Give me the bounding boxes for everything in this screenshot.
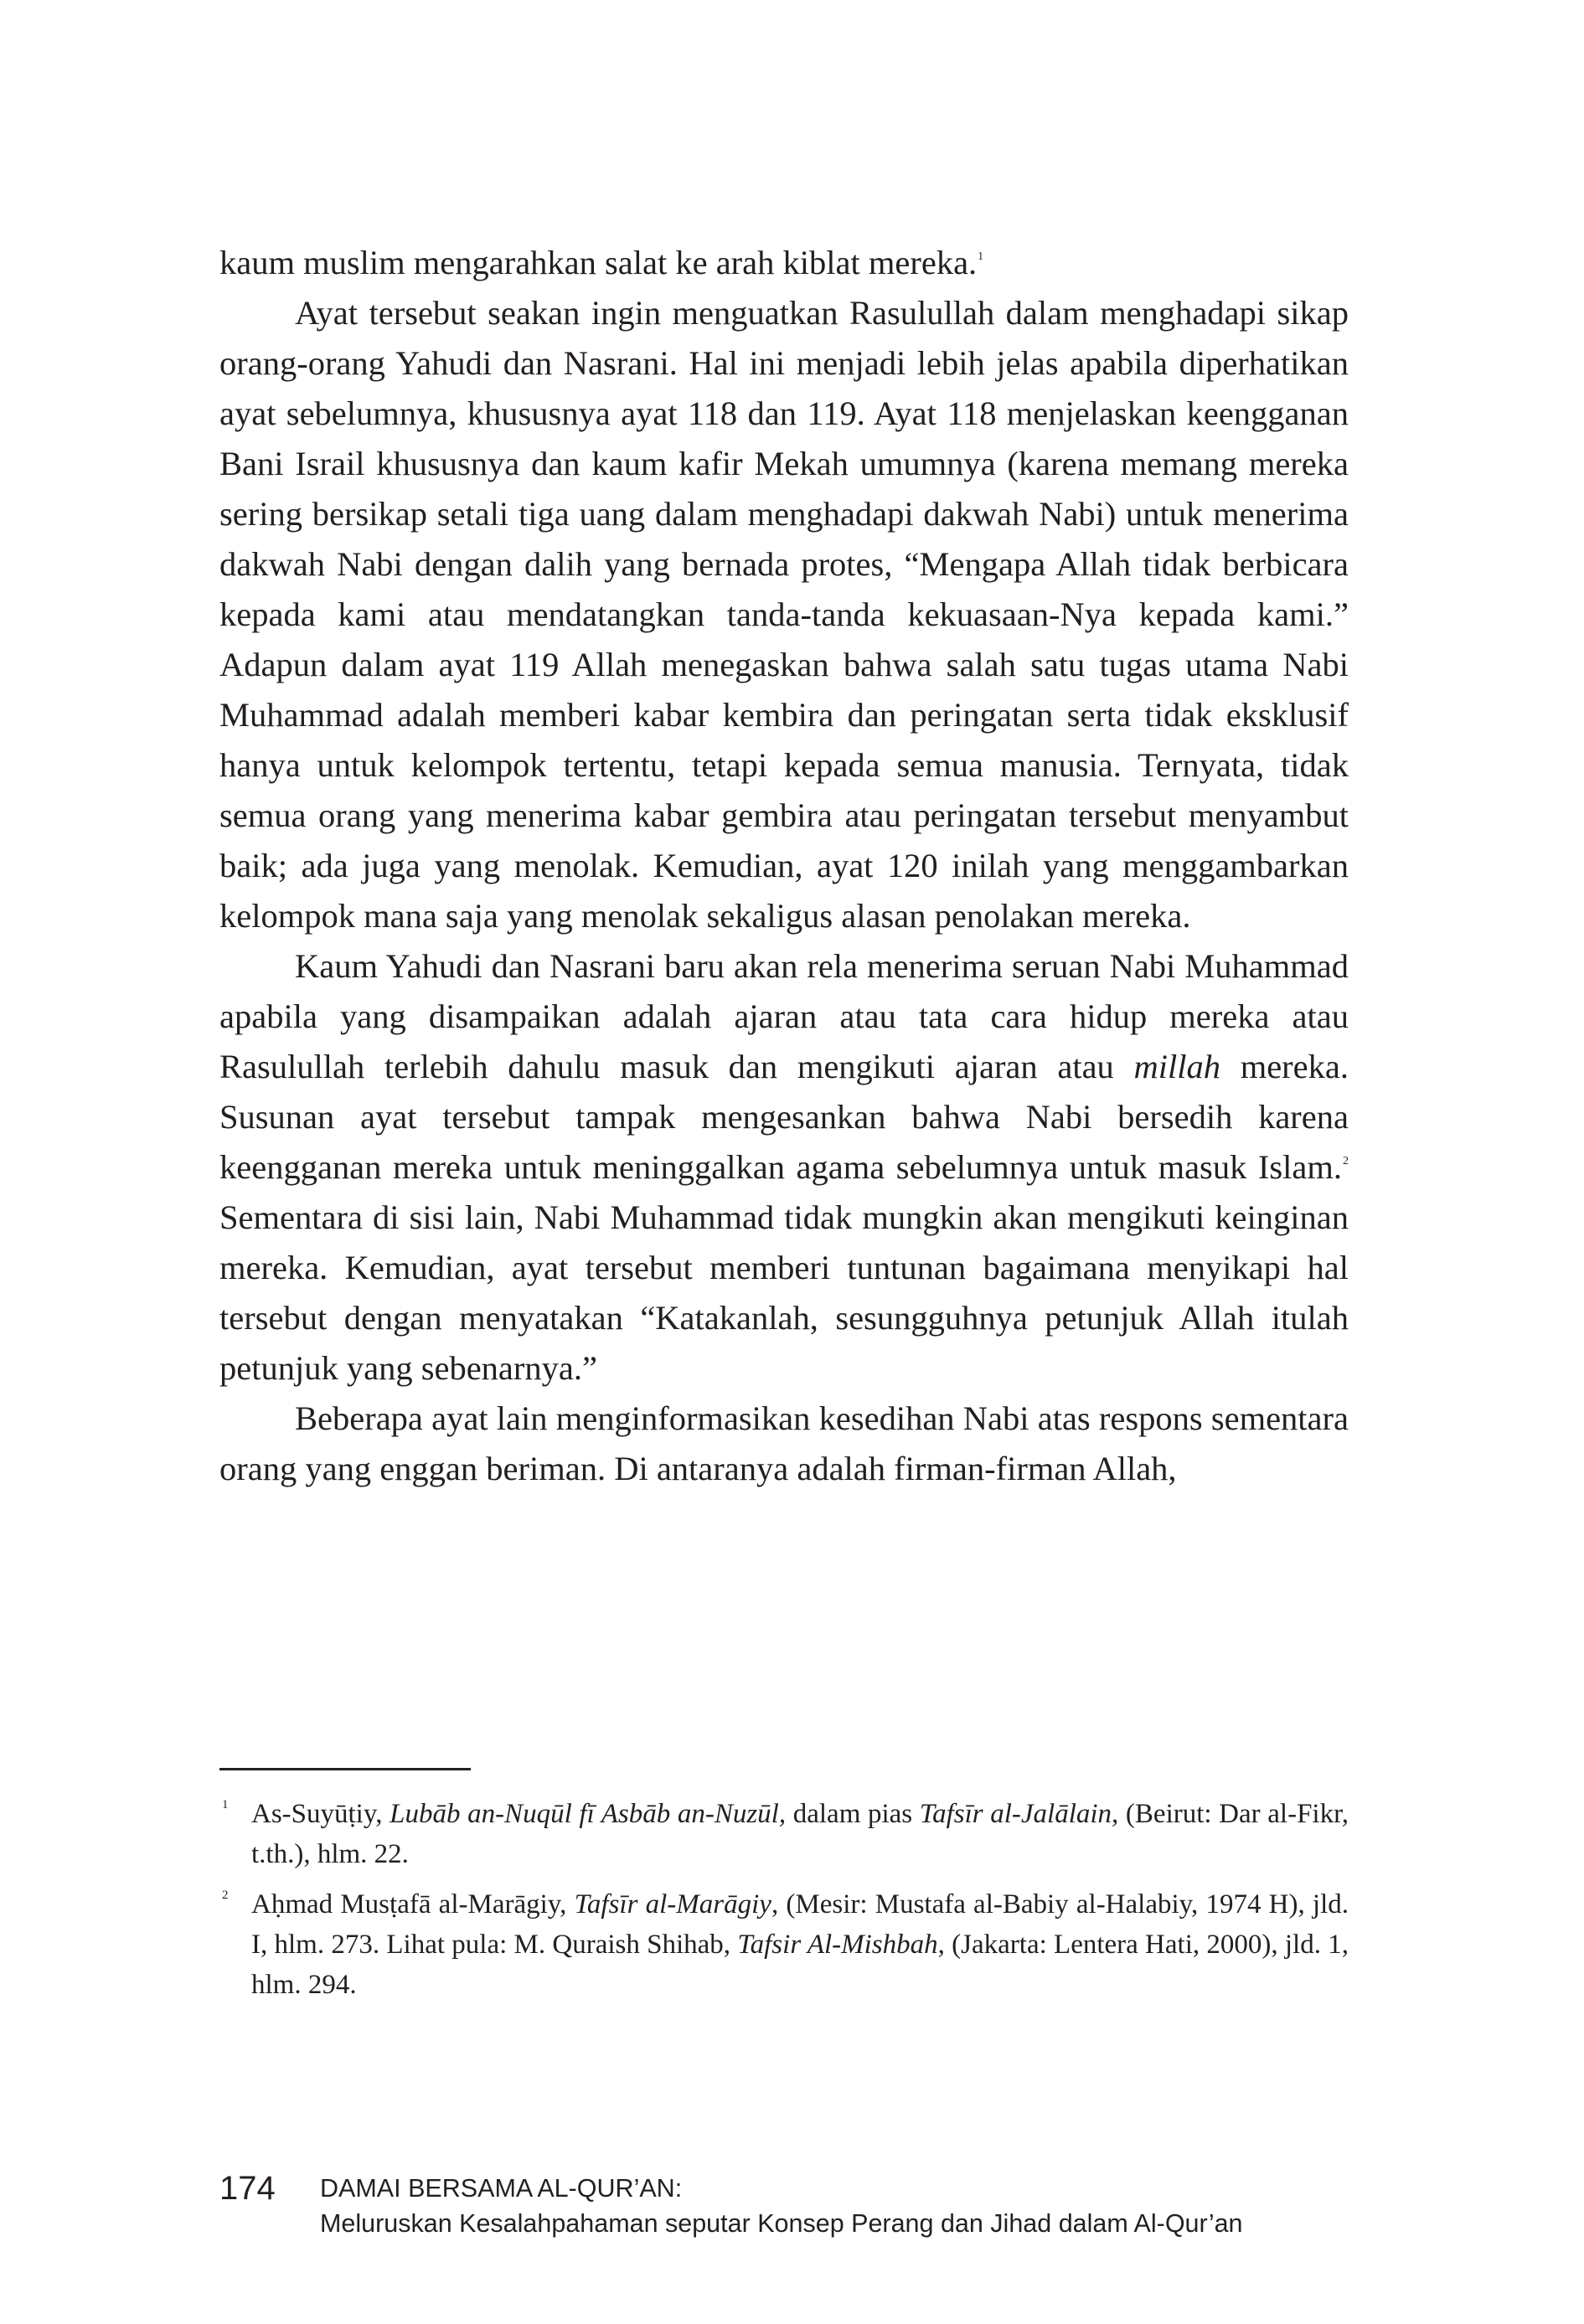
footnote-2-number: 2 — [222, 1889, 229, 1902]
running-title: DAMAI BERSAMA AL-QUR’AN: — [320, 2174, 683, 2203]
footnote-1-title: Lubāb an-Nuqūl fī Asbāb an-Nuzūl, — [390, 1799, 787, 1829]
footnote-ref-2[interactable]: 2 — [1343, 1155, 1349, 1167]
page-number: 174 — [219, 2170, 276, 2207]
body-text — [219, 238, 1349, 1494]
footnote-1 — [219, 1794, 1349, 1874]
footnote-1-number: 1 — [222, 1798, 229, 1811]
paragraph-3 — [219, 941, 1349, 1394]
footnote-2 — [219, 1884, 1349, 2005]
footnote-ref-1[interactable]: 1 — [978, 250, 984, 263]
paragraph-2-text: Ayat tersebut seakan ingin menguatkan Rasulullah dalam menghadapi sikap orang-orang Yahudi dan Nasrani. Hal ini menjadi lebih jelas apabila diperhatikan ayat sebelumnya, khususnya ayat 118 dan 119. Ayat 118 menjelaskan keengganan Bani Israil khususnya dan kaum kafir Mekah umumnya (karena memang mereka sering bersikap setali tiga uang dalam menghadapi dakwah Nabi) untuk menerima dakwah Nabi dengan dalih yang bernada protes, “Mengapa Allah tidak berbicara kepada kami atau mendatangkan tanda-tanda kekuasaan-Nya kepada kami.” Adapun dalam ayat 119 Allah menegaskan bahwa salah satu tugas utama Nabi Muhammad adalah memberi kabar kembira dan peringatan serta tidak eksklusif hanya untuk kelompok tertentu, tetapi kepada semua manusia. Ternyata, tidak semua orang yang menerima kabar gembira atau peringatan tersebut menyambut baik; ada juga yang menolak. Kemudian, ayat 120 inilah yang menggambarkan kelompok mana saja yang menolak sekaligus alasan penolakan mereka. — [219, 294, 1349, 935]
paragraph-3-text-a: Kaum Yahudi dan Nasrani baru akan rela menerima seruan Nabi Muhammad apabila yang disampaikan adalah ajaran atau tata cara hidup mereka atau Rasulullah terlebih dahulu masuk dan mengikuti ajaran atau — [219, 947, 1349, 1085]
footnote-1-text: dalam pias — [786, 1799, 920, 1829]
paragraph-1-text: kaum muslim mengarahkan salat ke arah kiblat mereka. — [219, 244, 978, 281]
running-subtitle: Meluruskan Kesalahpahaman seputar Konsep Perang dan Jihad dalam Al-Qur’an — [320, 2209, 1243, 2238]
footnote-2-text: , (Mesir: Mustafa al-Babiy al-Halabiy, 1974 H), jld. I, hlm. 273. Lihat pula: M. Quraish Shihab, — [251, 1889, 1349, 1960]
paragraph-1 — [219, 238, 1349, 288]
footnote-2-author: Aḥmad Musṭafā al-Marāgiy, — [251, 1889, 575, 1919]
footnote-1-author: As-Suyūṭiy, — [251, 1799, 390, 1829]
paragraph-2 — [219, 288, 1349, 941]
footnote-2-title-2: Tafsir Al-Mishbah — [737, 1930, 938, 1960]
footnote-1-title-2: Tafsīr al-Jalālain — [919, 1799, 1112, 1829]
paragraph-4-text: Beberapa ayat lain menginformasikan kesedihan Nabi atas respons sementara orang yang enggan beriman. Di antaranya adalah firman-firman Allah, — [219, 1399, 1349, 1487]
footnote-2-title: Tafsīr al-Marāgiy — [574, 1889, 771, 1919]
footnote-separator — [219, 1768, 471, 1770]
paragraph-4 — [219, 1394, 1349, 1494]
paragraph-3-emphasis: millah — [1133, 1048, 1221, 1085]
footnotes — [219, 1794, 1349, 2015]
paragraph-3-text-c: Sementara di sisi lain, Nabi Muhammad tidak mungkin akan mengikuti keinginan mereka. Kemudian, ayat tersebut memberi tuntunan bagaimana menyikapi hal tersebut dengan menyatakan “Katakanlah, sesungguhnya petunjuk Allah itulah petunjuk yang sebenarnya.” — [219, 1198, 1349, 1387]
paragraph-3-text-b: mereka. Susunan ayat tersebut tampak mengesankan bahwa Nabi bersedih karena keengganan mereka untuk meninggalkan agama sebelumnya untuk masuk Islam. — [219, 1048, 1349, 1186]
footnote-2-publication: , (Jakarta: Lentera Hati, 2000), jld. 1, hlm. 294. — [251, 1930, 1349, 2000]
footnote-1-publication: , (Beirut: Dar al-Fikr, t.th.), hlm. 22. — [251, 1799, 1349, 1869]
